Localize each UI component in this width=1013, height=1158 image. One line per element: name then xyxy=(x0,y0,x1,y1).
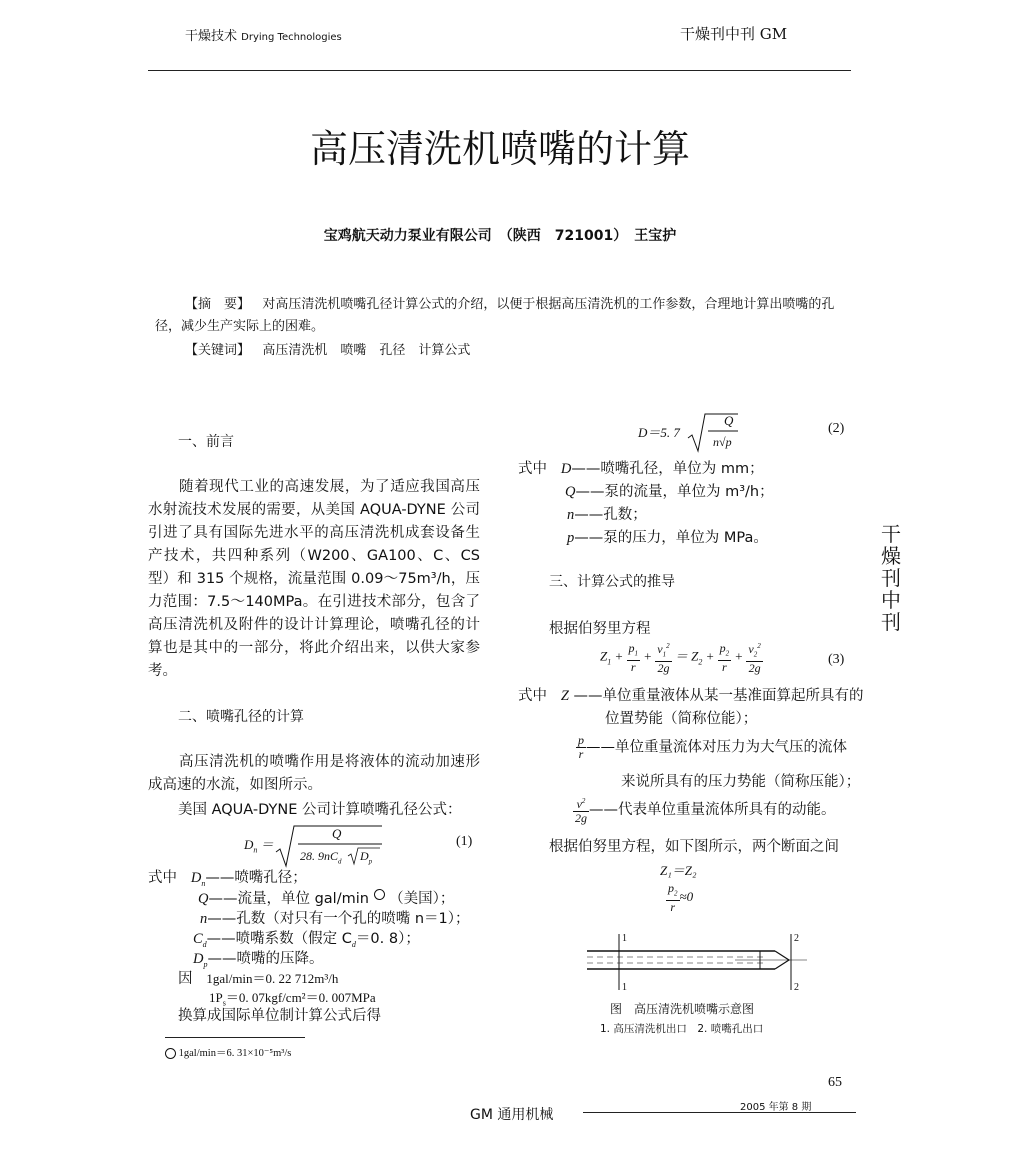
keywords-label: 【关键词】 xyxy=(185,343,251,358)
eq2-var-d: 式中 D——喷嘴孔径，单位为 mm； xyxy=(518,461,764,477)
eq3-var-v: $\frac{v^2}{2g}$ ——代表单位重量流体所具有的动能。 xyxy=(575,797,836,825)
intro-paragraph xyxy=(148,476,480,683)
nozzle-body xyxy=(587,951,807,969)
article-title: 高压清洗机喷嘴的计算 xyxy=(309,127,690,171)
eq1-var-dp: $D_p——$喷嘴的压降。 xyxy=(193,951,324,969)
eq3-var-pr: $\frac{p}{r}$ ——单位重量流体对压力为大气压的流体 xyxy=(578,733,847,761)
bernoulli-after: 根据伯努里方程，如下图所示，两个断面之间 xyxy=(549,839,839,855)
abstract xyxy=(155,294,855,338)
section-mark-1-top: 1 xyxy=(622,933,627,944)
nozzle-diagram xyxy=(585,930,810,996)
eq1-number: (1) xyxy=(456,834,473,849)
eq2-var-q: Q——泵的流量，单位为 m³/h； xyxy=(565,484,774,500)
conversion-line-1: 因 1gal/min＝0. 22 712m³/h xyxy=(178,971,339,987)
eq1-var-n: n——孔数（对只有一个孔的喷嘴 n＝1）； xyxy=(200,911,470,927)
figure-legend: 1. 高压清洗机出口 2. 喷嘴孔出口 xyxy=(600,1023,764,1035)
keywords-text: 高压清洗机 喷嘴 孔径 计算公式 xyxy=(262,343,471,358)
abstract-label: 【摘 要】 xyxy=(185,297,251,312)
running-header-right: 干燥刊中刊 GM xyxy=(680,25,788,43)
conversion-line-2: $1P_s=0$. 07kgf/cm²＝0. 007MPa xyxy=(209,990,376,1008)
abstract-text: 对高压清洗机喷嘴孔径计算公式的介绍，以便于根据高压清洗机的工作参数，合理地计算出喷嘴的孔径，减少生产实际上的困难。 xyxy=(155,297,835,334)
equation-1 xyxy=(244,822,394,870)
section-mark-1-bottom: 1 xyxy=(622,982,627,993)
section-heading-nozzle: 二、喷嘴孔径的计算 xyxy=(178,709,304,725)
eq1-var-q: Q——流量，单位 gal/min （美国）； xyxy=(198,891,455,907)
section-heading-derivation: 三、计算公式的推导 xyxy=(549,574,675,590)
footnote: 1gal/min＝6. 31×10⁻⁵m³/s xyxy=(165,1045,291,1060)
header-journal-cn: 干燥技术 xyxy=(185,29,238,44)
section-mark-2-bottom: 2 xyxy=(794,982,799,993)
footnote-marker-icon xyxy=(374,889,385,900)
equation-2 xyxy=(638,410,758,454)
nozzle-paragraph xyxy=(148,751,480,797)
eq3-var-pr-cont: 来说所具有的压力势能（简称压能）； xyxy=(621,774,861,790)
figure-caption: 图 高压清洗机喷嘴示意图 xyxy=(610,1002,755,1016)
eq2-numerator: Q xyxy=(724,413,734,428)
eq2-var-p: p——泵的压力，单位为 MPa。 xyxy=(567,530,768,546)
eq2-denominator: n√p xyxy=(713,435,732,449)
author-line: 宝鸡航天动力泵业有限公司 （陕西 721001） 王宝护 xyxy=(323,228,677,244)
side-vertical-title: 干燥刊中刊 xyxy=(881,522,901,634)
eq1-numerator: Q xyxy=(332,826,342,841)
eq1-var-cd: $C_d——$喷嘴系数（假定 $C_d=0$. 8）； xyxy=(193,931,420,949)
bernoulli-intro: 根据伯努里方程 xyxy=(549,621,651,637)
eq3-number: (3) xyxy=(828,652,845,667)
section-mark-2-top: 2 xyxy=(794,933,799,944)
eq1-var-dn: 式中 $D_n——$喷嘴孔径； xyxy=(148,870,307,888)
page-number: 65 xyxy=(828,1075,842,1090)
paragraph-nozzle: 高压清洗机的喷嘴作用是将液体的流动加速形成高速的水流，如图所示。 xyxy=(148,754,480,793)
footer-rule xyxy=(583,1112,856,1113)
paragraph-formula-intro: 美国 AQUA-DYNE 公司计算喷嘴孔径公式： xyxy=(178,802,462,818)
footnote-rule xyxy=(165,1037,305,1038)
section-heading-intro: 一、前言 xyxy=(178,434,234,450)
equation-p2-r: $\frac{p_2}{r}$ ≈0 xyxy=(668,881,694,915)
footnote-marker-icon xyxy=(165,1048,176,1059)
eq1-denominator: 28. $9nC_d$ xyxy=(300,849,342,866)
running-header-left xyxy=(185,25,342,44)
header-journal-en: Drying Technologies xyxy=(241,32,342,43)
header-rule xyxy=(148,70,851,71)
equation-3: $Z_1$ + $\frac{p_1}{r}$ + $\frac{v_1^2}{2g}$ ＝ $Z_2$ + $\frac{p_2}{r}$ + $\frac{v_2^2}{2g}$ xyxy=(600,640,761,676)
conversion-after: 换算成国际单位制计算公式后得 xyxy=(178,1008,381,1024)
keywords xyxy=(185,339,470,358)
footer-journal: GM 通用机械 xyxy=(470,1107,554,1123)
eq3-var-z: 式中 Z ——单位重量液体从某一基准面算起所具有的 xyxy=(518,688,864,704)
eq2-var-n: n——孔数； xyxy=(567,507,647,523)
eq1-lhs: $D_n$ ＝ xyxy=(244,837,274,855)
eq1-den-root: $D_p$ xyxy=(360,849,373,866)
equation-z1-z2: Z₁＝Z₂ xyxy=(660,863,697,878)
eq3-var-z-cont: 位置势能（简称位能）； xyxy=(605,711,758,727)
eq2-number: (2) xyxy=(828,421,845,436)
paragraph-intro: 随着现代工业的高速发展，为了适应我国高压水射流技术发展的需要，从美国 AQUA-DYNE 公司引进了具有国际先进水平的高压清洗机成套设备生产技术，共四种系列（W200、GA100、C、CS 型）和 315 个规格，流量范围 0.09～75m³/h，压力范围：7.5～140MPa。在引进技术部分，包含了高压清洗机及附件的设计计算理论，喷嘴孔径的计算也是其中的一部分，将此介绍出来，以供大家参考。 xyxy=(148,479,480,679)
eq2-lhs: D＝5. 7 xyxy=(638,425,680,440)
footer-issue: 2005 年第 8 期 xyxy=(740,1102,812,1113)
